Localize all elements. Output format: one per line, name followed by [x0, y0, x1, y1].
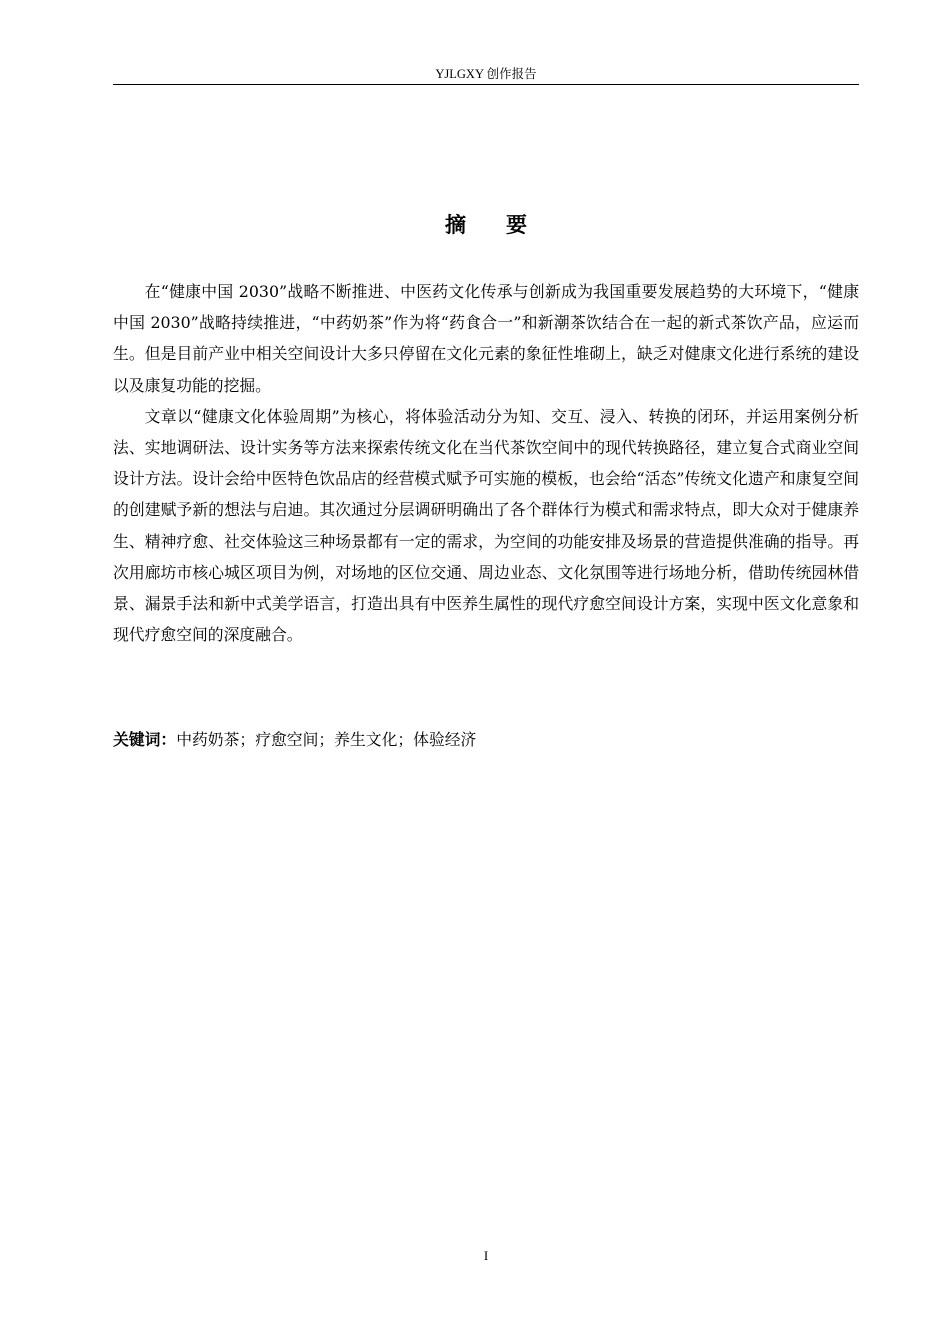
header-text: YJLGXY 创作报告: [435, 67, 537, 81]
page-number: I: [483, 1248, 489, 1263]
keywords-label: 关键词：: [113, 730, 177, 749]
abstract-paragraph-2: 文章以“健康文化体验周期”为核心，将体验活动分为知、交互、浸入、转换的闭环，并运用案例分析法、实地调研法、设计实务等方法来探索传统文化在当代茶饮空间中的现代转换路径，建立复合式商业空间设计方法。设计会给中医特色饮品店的经营模式赋予可实施的模板，也会给“活态”传统文化遗产和康复空间的创建赋予新的想法与启迪。其次通过分层调研明确出了各个群体行为模式和需求特点，即大众对于健康养生、精神疗愈、社交体验这三种场景都有一定的需求，为空间的功能安排及场景的营造提供准确的指导。再次用廊坊市核心城区项目为例，对场地的区位交通、周边业态、文化氛围等进行场地分析，借助传统园林借景、漏景手法和新中式美学语言，打造出具有中医养生属性的现代疗愈空间设计方案，实现中医文化意象和现代疗愈空间的深度融合。: [113, 406, 859, 645]
title-char-2: 要: [506, 213, 527, 237]
abstract-paragraph-1: 在“健康中国 2030”战略不断推进、中医药文化传承与创新成为我国重要发展趋势的大环境下，“健康中国 2030”战略持续推进，“中药奶茶”作为将“药食合一”和新潮茶饮结合在一起的新式茶饮产品，应运而生。但是目前产业中相关空间设计大多只停留在文化元素的象征性堆砌上，缺乏对健康文化进行系统的建设以及康复功能的挖掘。: [113, 282, 859, 395]
keywords-line: [113, 724, 859, 755]
keywords-value: 中药奶茶；疗愈空间；养生文化；体验经济: [176, 730, 477, 749]
abstract-title: [113, 209, 859, 241]
page-header: [113, 64, 859, 85]
abstract-body: [113, 276, 859, 650]
title-char-1: 摘: [445, 213, 466, 237]
